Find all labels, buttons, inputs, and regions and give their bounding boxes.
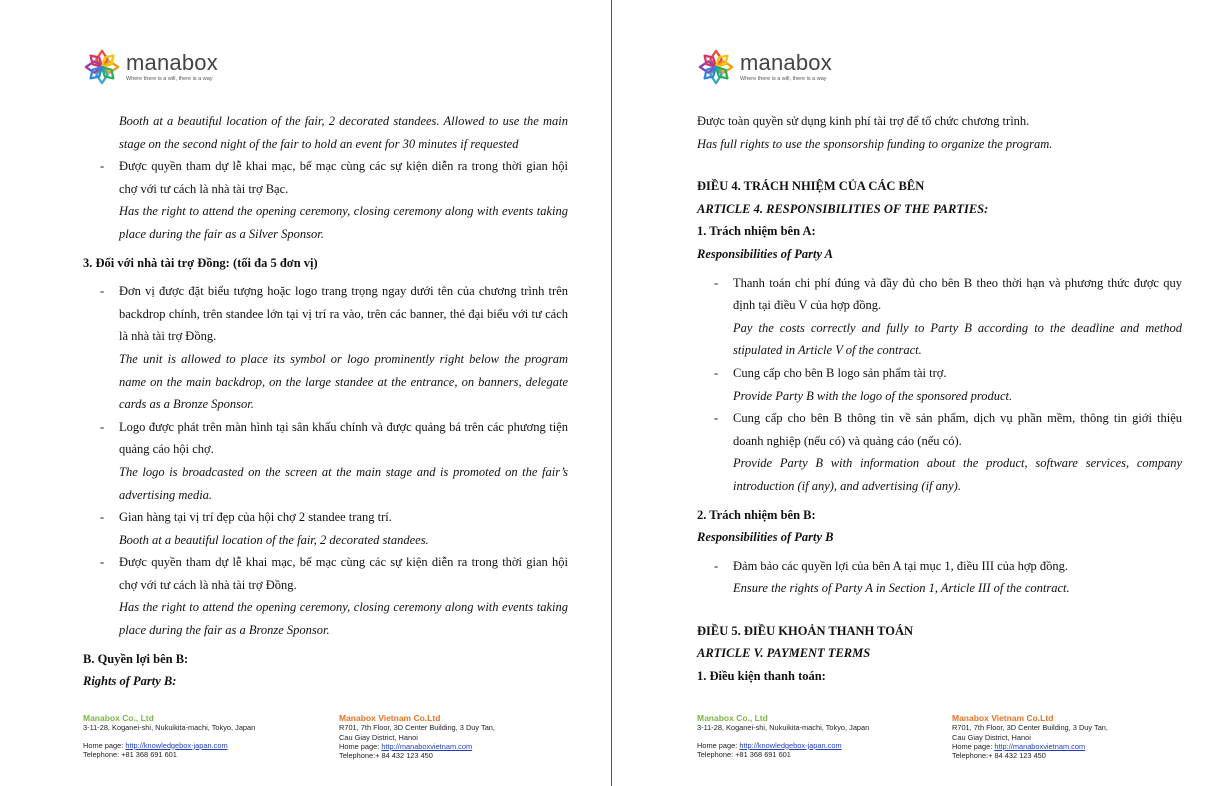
list-item <box>83 551 568 641</box>
paragraph-en: Has full rights to use the sponsorship funding to organize the program. <box>697 136 1053 151</box>
article-heading: ĐIỀU 4. TRÁCH NHIỆM CỦA CÁC BÊN <box>697 179 925 194</box>
logo-wordmark: manabox <box>126 50 218 75</box>
item-text-vi: Thanh toán chi phí đúng và đầy đủ cho bên B theo thời hạn và phương thức được quy định tại điều V của hợp đồng. <box>733 275 1182 313</box>
list-item <box>697 407 1182 497</box>
item-text-vi: Được quyền tham dự lễ khai mạc, bế mạc cùng các sự kiện diễn ra trong thời gian hội chợ với tư cách là nhà tài trợ Đồng. <box>119 555 568 592</box>
footer-japan <box>83 714 283 759</box>
footer-home-label: Home page: <box>339 741 382 751</box>
bullet-dash: - <box>714 365 719 380</box>
bullet-dash: - <box>714 411 719 426</box>
page-content <box>697 110 1182 688</box>
item-text-vi: Cung cấp cho bên B thông tin về sản phẩm, dịch vụ phần mềm, thông tin giới thiệu doanh nghiệp (nếu có) và quảng cáo (nếu có). <box>733 411 1182 448</box>
item-text-en: Has the right to attend the opening ceremony, closing ceremony along with events taking place during the fair as a Bronze Sponsor. <box>119 600 568 638</box>
section-heading: 1. Điều kiện thanh toán: <box>697 669 826 684</box>
footer-address: 3-11-28, Koganei-shi, Nukuikita-machi, Tokyo, Japan <box>697 723 870 733</box>
bullet-dash: - <box>100 555 105 570</box>
company-logo <box>83 48 218 86</box>
footer-home-link[interactable]: http://manaboxvietnam.com <box>994 741 1086 751</box>
footer-address-line2: Cau Giay District, Hanoi <box>339 732 418 742</box>
bullet-dash: - <box>100 419 105 434</box>
company-logo <box>697 48 832 86</box>
footer-telephone: Telephone:+ 84 432 123 450 <box>952 751 1046 761</box>
bullet-dash: - <box>100 510 105 525</box>
item-text-vi: Gian hàng tại vị trí đẹp của hội chợ 2 standee trang trí. <box>119 510 392 525</box>
footer-address-line1: R701, 7th Floor, 3D Center Building, 3 Duy Tan, <box>952 723 1108 733</box>
footer-company-name: Manabox Vietnam Co.Ltd <box>952 713 1054 723</box>
footer-address: 3-11-28, Koganei-shi, Nukuikita-machi, Tokyo, Japan <box>83 723 256 733</box>
list-item <box>697 555 1182 600</box>
item-text-en: Provide Party B with information about the product, software services, company introduction (if any), and advertising (if any). <box>733 456 1182 493</box>
footer-home-label: Home page: <box>83 740 126 750</box>
item-text-en: The logo is broadcasted on the screen at the main stage and is promoted on the fair’s advertising media. <box>119 464 568 502</box>
footer-vietnam <box>339 714 539 760</box>
bullet-dash: - <box>100 159 105 174</box>
paragraph: Booth at a beautiful location of the fair, 2 decorated standees. Allowed to use the main stage on the second night of the fair to hold an event for 30 minutes if requested <box>119 114 568 151</box>
footer-home-label: Home page: <box>697 740 740 750</box>
article-heading-en: ARTICLE V. PAYMENT TERMS <box>697 646 871 661</box>
footer-home-link[interactable]: http://knowledgebox-japan.com <box>739 740 842 750</box>
item-text-vi: Được quyền tham dự lễ khai mạc, bế mạc cùng các sự kiện diễn ra trong thời gian hội chợ với tư cách là nhà tài trợ Bạc. <box>119 159 568 196</box>
item-text-en: Provide Party B with the logo of the sponsored product. <box>733 388 1013 403</box>
list-item <box>83 416 568 506</box>
list-item <box>697 362 1182 407</box>
list-item <box>83 155 568 245</box>
item-text-vi: Đơn vị được đặt biểu tượng hoặc logo trang trọng ngay dưới tên của chương trình trên backdrop chính, trên standee lớn tại vị trí ra vào, trên các banner, thẻ đại biểu với tư cách là nhà tài trợ Đồng. <box>119 284 568 344</box>
footer-company-name: Manabox Co., Ltd <box>83 713 154 723</box>
item-text-en: Has the right to attend the opening ceremony, closing ceremony along with events taking place during the fair as a Silver Sponsor. <box>119 204 568 241</box>
manabox-logo-icon <box>697 48 735 86</box>
logo-tagline: Where there is a will, there is a way <box>126 76 213 82</box>
item-text-vi: Logo được phát trên màn hình tại sân khấu chính và được quảng bá trên các phương tiện quảng cáo hội chợ. <box>119 419 568 457</box>
section-heading: B. Quyền lợi bên B: <box>83 651 189 666</box>
bullet-dash: - <box>714 275 719 290</box>
footer-japan <box>697 714 897 759</box>
item-text-vi: Đảm bảo các quyền lợi của bên A tại mục 1, điều III của hợp đồng. <box>733 558 1068 573</box>
logo-wordmark: manabox <box>740 50 832 75</box>
item-text-en: Booth at a beautiful location of the fair, 2 decorated standees. <box>119 532 429 547</box>
logo-tagline: Where there is a will, there is a way <box>740 76 827 82</box>
list-item <box>83 280 568 416</box>
footer-home-link[interactable]: http://knowledgebox-japan.com <box>125 740 228 750</box>
bullet-dash: - <box>714 558 719 573</box>
list-item <box>697 272 1182 362</box>
article-heading-en: ARTICLE 4. RESPONSIBILITIES OF THE PARTIES: <box>697 201 989 216</box>
section-heading: 2. Trách nhiệm bên B: <box>697 507 816 522</box>
footer-telephone: Telephone: +81 368 691 601 <box>697 749 791 759</box>
item-text-en: The unit is allowed to place its symbol or logo prominently right below the program name on the main backdrop, on the large standee at the entrance, on banners, delegate cards as a Bronze Sponsor. <box>119 351 568 412</box>
item-text-en: Pay the costs correctly and fully to Party B according to the deadline and method stipulated in Article V of the contract. <box>733 320 1182 358</box>
footer-home-link[interactable]: http://manaboxvietnam.com <box>381 741 473 751</box>
paragraph-vi: Được toàn quyền sử dụng kinh phí tài trợ để tổ chức chương trình. <box>697 114 1030 128</box>
article-heading: ĐIỀU 5. ĐIỀU KHOẢN THANH TOÁN <box>697 623 914 638</box>
section-heading-en: Responsibilities of Party B <box>697 530 834 545</box>
document-page-right <box>612 0 1219 786</box>
list-item <box>83 506 568 551</box>
section-heading-en: Responsibilities of Party A <box>697 246 833 261</box>
footer-home-label: Home page: <box>952 741 995 751</box>
page-content <box>83 110 568 693</box>
footer-company-name: Manabox Co., Ltd <box>697 713 768 723</box>
footer-telephone: Telephone:+ 84 432 123 450 <box>339 751 433 761</box>
footer-address-line1: R701, 7th Floor, 3D Center Building, 3 Duy Tan, <box>339 723 495 733</box>
footer-company-name: Manabox Vietnam Co.Ltd <box>339 713 441 723</box>
footer-telephone: Telephone: +81 368 691 601 <box>83 749 177 759</box>
footer-address-line2: Cau Giay District, Hanoi <box>952 732 1031 742</box>
section-heading: 3. Đối với nhà tài trợ Đồng: (tối đa 5 đơn vị) <box>83 255 318 270</box>
section-heading-en: Rights of Party B: <box>83 674 177 689</box>
item-text-en: Ensure the rights of Party A in Section 1, Article III of the contract. <box>733 581 1070 596</box>
bullet-dash: - <box>100 284 105 299</box>
section-heading: 1. Trách nhiệm bên A: <box>697 224 816 239</box>
item-text-vi: Cung cấp cho bên B logo sản phẩm tài trợ. <box>733 365 947 380</box>
manabox-logo-icon <box>83 48 121 86</box>
footer-vietnam <box>952 714 1152 760</box>
